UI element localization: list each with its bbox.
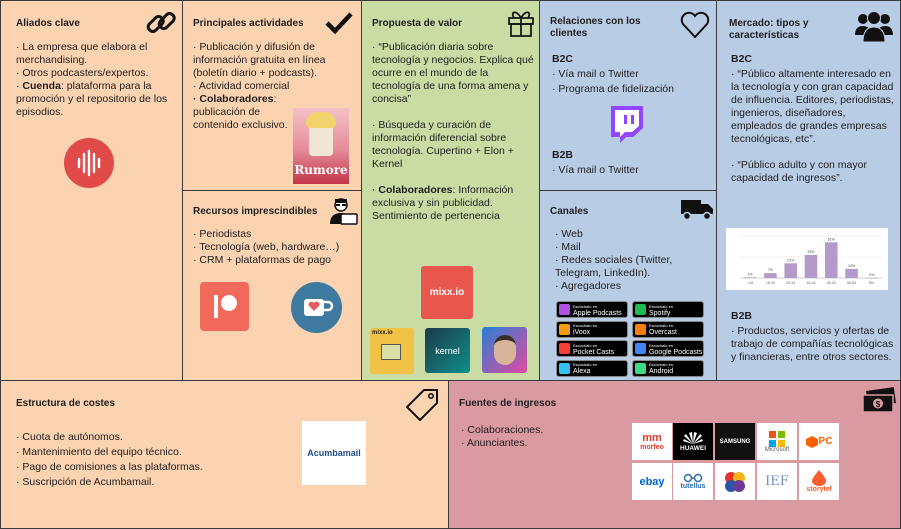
revenue-streams-block [448,380,901,529]
mixx-small-cover [370,328,414,374]
revenue-streams-list [461,424,631,450]
morfeo-label: morfeo [640,443,664,451]
mixx-logo [421,266,473,319]
acumbamail-label: Acumbamail [307,448,361,458]
money-icon [861,387,897,415]
list-item: · Mantenimiento del equipo técnico. [16,446,182,458]
badge-label: Pocket Casts [573,348,615,356]
cuenda-desc: : plataforma para la promoción y el repositorio de los episodios. [16,80,168,118]
value-proposition-block [361,0,540,381]
partner-logo-colorful [715,463,755,500]
svg-text:$: $ [875,400,881,409]
tutellus-glasses-icon [683,473,703,483]
storytel-logo [799,463,839,500]
list-item: · Mail [555,241,581,253]
key-partners-block [0,0,183,381]
badge-prefix: Escúchalo en [573,362,598,367]
colorful-burst-icon [723,470,747,494]
list-item: · Programa de fidelización [552,83,674,95]
key-activities-title: Principales actividades [193,18,304,29]
list-item: · CRM + plataformas de pago [193,254,332,266]
cuenda-label: Cuenda [22,80,61,92]
tutellus-label: tutellus [680,483,706,490]
b2b-label: B2B [552,149,574,161]
chart-category-label: 18-24 [765,281,776,285]
people-group-icon [854,9,894,43]
patreon-logo-icon [200,282,249,331]
list-item: · Agregadores [555,280,621,292]
rumore-hair [306,112,336,128]
elon-cover-image [482,327,527,373]
ief-label: IEF [765,474,789,489]
huawei-logo [673,423,713,460]
twitch-logo-icon [607,104,645,144]
customer-relations-title: Relaciones con los clientes [550,16,641,39]
podcast-platform-icon [635,324,646,335]
chart-bar [764,273,777,278]
chart-data-label: 13% [847,263,856,268]
kernel-label: kernel [435,345,460,356]
badge-prefix: Escúchalo en [573,342,598,348]
chart-category-label: 55-64 [846,281,857,285]
list-item: · Cuenda: plataforma para la promoción y el repositorio de los episodios. [16,80,168,118]
mixx-small-card [381,344,401,360]
podcast-badge[interactable] [556,321,628,338]
channels-title: Canales [550,206,589,217]
b2b-label: B2B [731,310,753,322]
chart-bar [805,255,818,278]
podcast-badge[interactable] [556,340,628,357]
cost-structure-block [0,380,449,529]
gift-icon [506,7,536,37]
podcast-badge[interactable] [632,301,704,318]
b2b-relations [552,149,712,177]
kofi-logo-icon [291,282,342,333]
mixx-label: mixx.io [429,287,465,298]
chart-category-label: 25-34 [786,281,796,285]
podcast-platform-icon [635,363,646,374]
badge-prefix: Escúchalo en [573,303,598,309]
kernel-logo [425,328,470,373]
morfeo-mark: mm [642,431,662,444]
rumore-label: Rumore [294,163,348,177]
microsoft-logo [757,423,797,460]
list-item [372,184,537,223]
badge-prefix: Escúchalo en [649,342,674,348]
chart-bar [784,263,797,278]
list-item: · Otros podcasters/expertos. [16,67,149,79]
chart-bar [845,269,858,278]
cost-structure-title: Estructura de costes [16,398,115,409]
b2c-label: B2C [552,53,574,65]
microsoft-label: Microsoft [764,446,790,453]
checkmark-icon [324,11,354,35]
b2c-segments [731,53,898,185]
chart-category-label: <18 [747,281,754,285]
badge-prefix: Escúchalo en [649,323,674,328]
person-laptop-icon [327,197,359,225]
list-item: · “Público adulto y con mayor capacidad de ingresos”. [731,159,867,184]
badge-prefix: Escúchalo en [649,303,674,309]
badge-label: Apple Podcasts [573,309,622,317]
podcast-platform-icon [559,343,570,354]
truck-icon [680,197,714,221]
huawei-label: HUAWEI [680,444,706,452]
mixx-small-label: mixx.io [372,330,393,336]
list-item: · Productos, servicios y ofertas de trabajo de compañías tecnológicas y financieras, entre otros sectores. [731,325,894,363]
podcast-badge[interactable] [632,321,704,338]
list-item: · Vía mail o Twitter [552,164,639,176]
huawei-petals-icon [683,432,703,445]
chart-data-label: 21% [787,258,795,263]
badge-label: Alexa [573,368,591,375]
customer-relations-block [539,0,717,191]
podcast-platform-icon [635,304,646,315]
chart-data-label: 7% [767,268,774,273]
cost-structure-list [16,431,296,489]
collaborators-desc: : publicación de contenido exclusivo. [193,93,288,131]
channels-block [539,190,717,381]
age-chart-frame [726,228,888,290]
chart-bar [866,278,879,279]
list-item: · “Publicación diaria sobre tecnología y negocios. Explica qué ocurre en el mundo de la tecnología de una forma amena y concisa” [372,41,534,105]
pccomponentes-logo [799,423,839,460]
list-item: · Tecnología (web, hardware…) [193,241,340,253]
heart-icon [680,11,710,39]
chart-data-label: 33% [807,249,815,254]
list-item: · Redes sociales (Twitter, Telegram, LinkedIn). [555,254,673,279]
ebay-label: ebay [639,475,665,488]
key-resources-title: Recursos imprescindibles [193,206,318,217]
elon-face [494,335,516,365]
b2c-relations [552,53,712,96]
list-item: · Periodistas [193,228,252,240]
price-tag-icon [406,387,440,421]
list-item: · Publicación y difusión de información gratuita en línea (boletín diario + podcasts). [193,41,326,79]
chart-data-label: 0% [869,273,875,277]
list-item: · Colaboraciones. [461,424,544,436]
tutellus-logo [673,463,713,500]
collaborators-label: · Colaboradores [372,184,453,196]
channels-list [555,228,713,293]
morfeo-logo [632,423,672,460]
chart-data-label: 51% [827,237,835,242]
key-resources-block [182,190,362,381]
list-item: · Web [555,228,583,240]
key-activities-block [182,0,362,191]
pc-box-icon [806,436,818,448]
key-partners-title: Aliados clave [16,18,80,29]
podcast-badge[interactable] [556,301,628,318]
chart-data-label: 1% [747,272,753,277]
customer-segments-block [716,0,901,381]
list-item: · Pago de comisiones a las plataformas. [16,461,203,473]
value-proposition-list [372,41,537,223]
chart-bar [744,277,757,278]
key-resources-list [193,228,358,267]
pc-label: PC [818,436,833,447]
podcast-badge[interactable] [632,360,704,377]
chart-category-label: 45-54 [826,281,836,285]
link-icon [145,7,177,39]
list-item: · Cuota de autónomos. [16,431,123,443]
badge-label: Overcast [649,329,678,336]
rumore-cover-image [293,108,349,184]
list-item: · Búsqueda y curación de información diferencial sobre tecnología. Cupertino + Elon + Kernel [372,119,514,170]
storytel-label: storytel [806,486,832,493]
podcast-platform-icon [559,304,570,315]
podcast-badge[interactable] [556,360,628,377]
b2c-label: B2C [731,53,753,65]
list-item [193,93,288,132]
list-item: · Actividad comercial [193,80,290,92]
ief-logo [757,463,797,500]
ebay-logo [632,463,672,500]
b2b-segments [731,310,898,364]
microsoft-squares-icon [769,431,785,447]
badge-label: Spotify [649,309,671,317]
revenue-streams-title: Fuentes de ingresos [459,398,557,409]
podcast-platform-icon [559,363,570,374]
chart-category-label: 65+ [868,281,875,285]
badge-prefix: Escúchalo en [649,362,674,367]
chart-bar [825,242,838,278]
key-partners-list [16,41,178,119]
collaborators-desc: : Información exclusiva y sin publicidad. Sentimiento de pertenencia [372,184,514,222]
badge-label: iVoox [573,329,591,336]
list-item: · La empresa que elabora el merchandising. [16,41,148,66]
value-proposition-title: Propuesta de valor [372,18,463,29]
podcast-badge[interactable] [632,340,704,357]
age-distribution-chart [726,228,888,290]
podcast-platform-icon [635,343,646,354]
list-item: · Suscripción de Acumbamail. [16,476,155,488]
podcast-platform-icon [559,324,570,335]
acumbamail-logo [302,421,366,485]
storytel-drop-icon [812,470,826,486]
list-item: · Vía mail o Twitter [552,68,639,80]
badge-label: Android [649,368,674,375]
chart-category-label: 35-44 [806,281,816,285]
samsung-logo [715,423,755,460]
badge-label: Google Podcasts [649,348,703,356]
customer-segments-title: Mercado: tipos y características [729,18,809,41]
badge-prefix: Escúchalo en [573,323,598,328]
cuenda-logo-icon [64,138,114,188]
samsung-label: SAMSUNG [719,438,751,445]
list-item: · Anunciantes. [461,437,528,449]
list-item: · “Público altamente interesado en la tecnología y con gran capacidad de influencia. Editores, periodistas, ingenieros, diseñadores, empleados de grandes empresas tecnológicas, etc”. [731,68,894,145]
collaborators-label: · Colaboradores [193,93,274,105]
